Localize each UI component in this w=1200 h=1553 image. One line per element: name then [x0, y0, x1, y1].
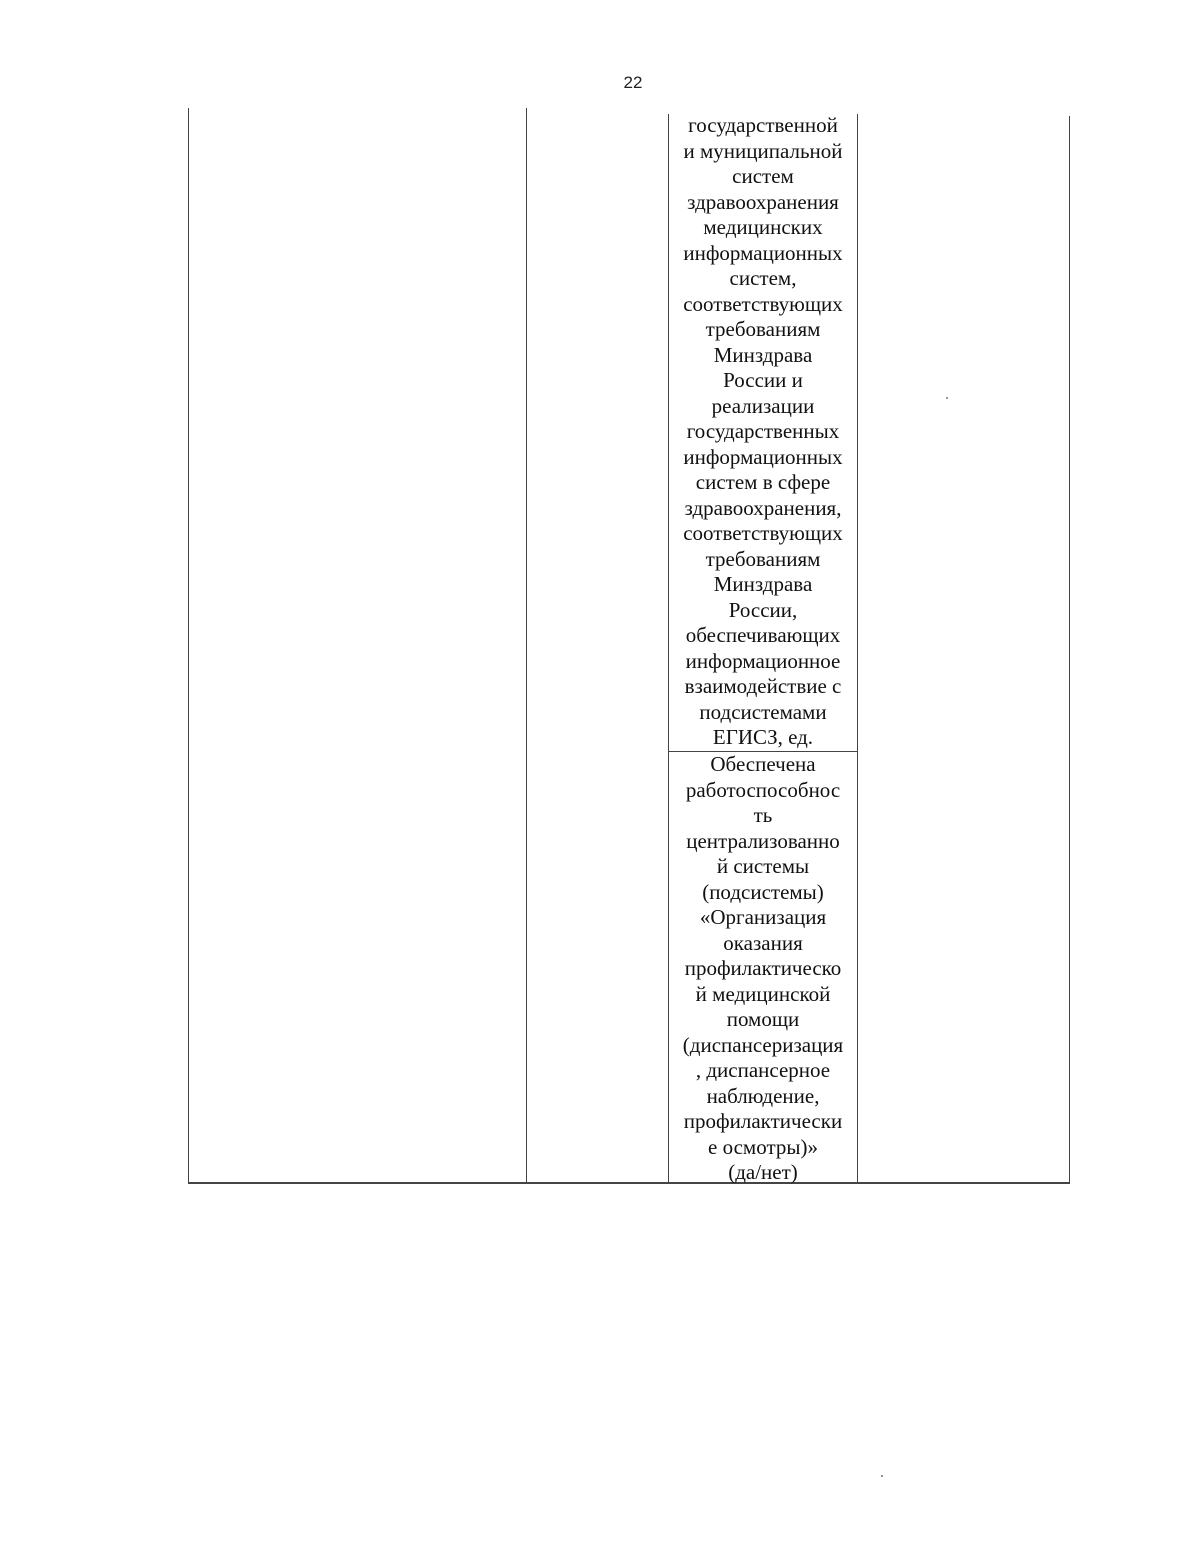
scan-speck	[881, 1475, 883, 1477]
table-border-right	[1069, 116, 1070, 1184]
table-border-col4	[857, 114, 858, 1184]
table-border-col2	[526, 108, 527, 1184]
table-border-bottom	[188, 1182, 1070, 1184]
table-border-col3	[668, 114, 669, 1184]
page-number: 22	[623, 73, 643, 92]
indicator-cell-upper: государственной и муниципальной систем здравоохранения медицинских информационных систем, соответствующих требованиям Минздрава России и реализации государственных информационных систем в сфере здравоохранения, соответствующих требованиям Минздрава России, обеспечивающих информационное взаимодействие с подсистемами ЕГИСЗ, ед.	[683, 113, 843, 749]
table-border-left	[188, 108, 189, 1184]
table	[188, 108, 1070, 1184]
scan-speck	[946, 397, 948, 399]
indicator-cell-lower: Обеспечена работоспособнос ть централизованно й системы (подсистемы) «Организация оказания профилактическо й медицинской помощи (диспансеризация , диспансерное наблюдение, профилактически е осмотры)» (да/нет)	[682, 752, 844, 1184]
